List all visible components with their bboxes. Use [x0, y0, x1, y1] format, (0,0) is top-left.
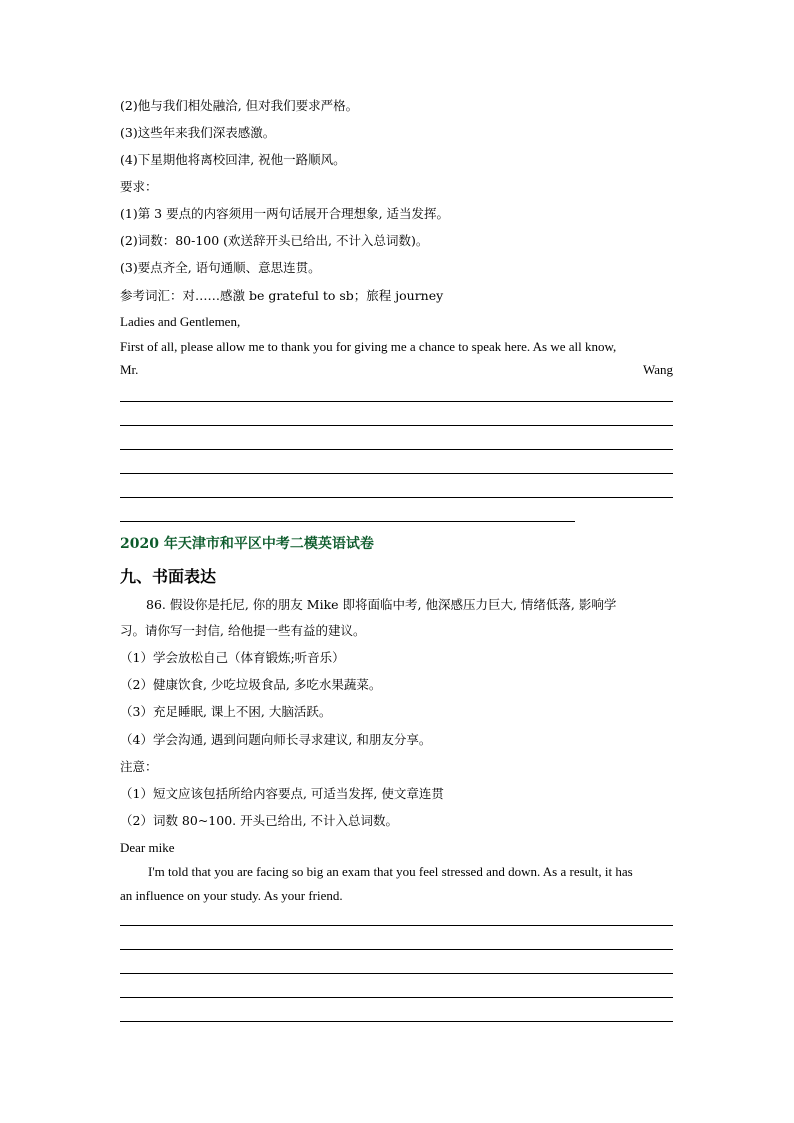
prompt-line-1: 86. 假设你是托尼, 你的朋友 Mike 即将面临中考, 他深感压力巨大, 情绪低落, 影响学 — [146, 597, 617, 612]
answer-line — [120, 473, 673, 474]
speech-opening-mr: Mr. — [120, 362, 139, 377]
speech-salutation: Ladies and Gentlemen, — [120, 314, 241, 329]
content-point-4: (4)下星期他将离校回津, 祝他一路顺风。 — [120, 152, 346, 167]
content-point-2: (2)他与我们相处融洽, 但对我们要求严格。 — [120, 98, 359, 113]
speech-opening-line-1: First of all, please allow me to thank you for giving me a chance to speak here. As we all know, — [120, 339, 617, 354]
answer-line — [120, 425, 673, 426]
letter-opening-line-2: an influence on your study. As your friend. — [120, 888, 343, 903]
requirement-3: (3)要点齐全, 语句通顺、意思连贯。 — [120, 260, 321, 275]
letter-point-1: （1）学会放松自己（体育锻炼;听音乐） — [120, 650, 345, 665]
letter-point-4: （4）学会沟通, 遇到问题向师长寻求建议, 和朋友分享。 — [120, 732, 432, 747]
answer-line — [120, 949, 673, 950]
note-1: （1）短文应该包括所给内容要点, 可适当发挥, 使文章连贯 — [120, 786, 444, 801]
answer-line — [120, 497, 673, 498]
requirement-1: (1)第 3 要点的内容须用一两句话展开合理想象, 适当发挥。 — [120, 206, 450, 221]
note-label: 注意： — [120, 759, 158, 774]
reference-vocabulary: 参考词汇：对……感激 be grateful to sb；旅程 journey — [120, 288, 444, 303]
section-title: 九、书面表达 — [120, 567, 217, 586]
requirement-2: (2)词数：80-100 (欢送辞开头已给出, 不计入总词数)。 — [120, 233, 429, 248]
letter-point-2: （2）健康饮食, 少吃垃圾食品, 多吃水果蔬菜。 — [120, 677, 382, 692]
prompt-line-2: 习。请你写一封信, 给他提一些有益的建议。 — [120, 623, 366, 638]
letter-point-3: （3）充足睡眠, 课上不困, 大脑活跃。 — [120, 704, 332, 719]
letter-greeting: Dear mike — [120, 840, 175, 855]
speech-opening-line-2 — [120, 361, 673, 379]
answer-line — [120, 1021, 673, 1022]
note-2: （2）词数 80~100. 开头已给出, 不计入总词数。 — [120, 813, 399, 828]
answer-line — [120, 449, 673, 450]
answer-line — [120, 997, 673, 998]
answer-line — [120, 973, 673, 974]
exam-title: 2020 年天津市和平区中考二模英语试卷 — [120, 536, 374, 552]
answer-line — [120, 521, 575, 522]
content-point-3: (3)这些年来我们深表感激。 — [120, 125, 276, 140]
requirements-label: 要求： — [120, 179, 158, 194]
letter-opening-line-1: I'm told that you are facing so big an exam that you feel stressed and down. As a result, it has — [148, 864, 633, 879]
answer-line — [120, 401, 673, 402]
speech-opening-wang: Wang — [643, 362, 673, 377]
answer-line — [120, 925, 673, 926]
